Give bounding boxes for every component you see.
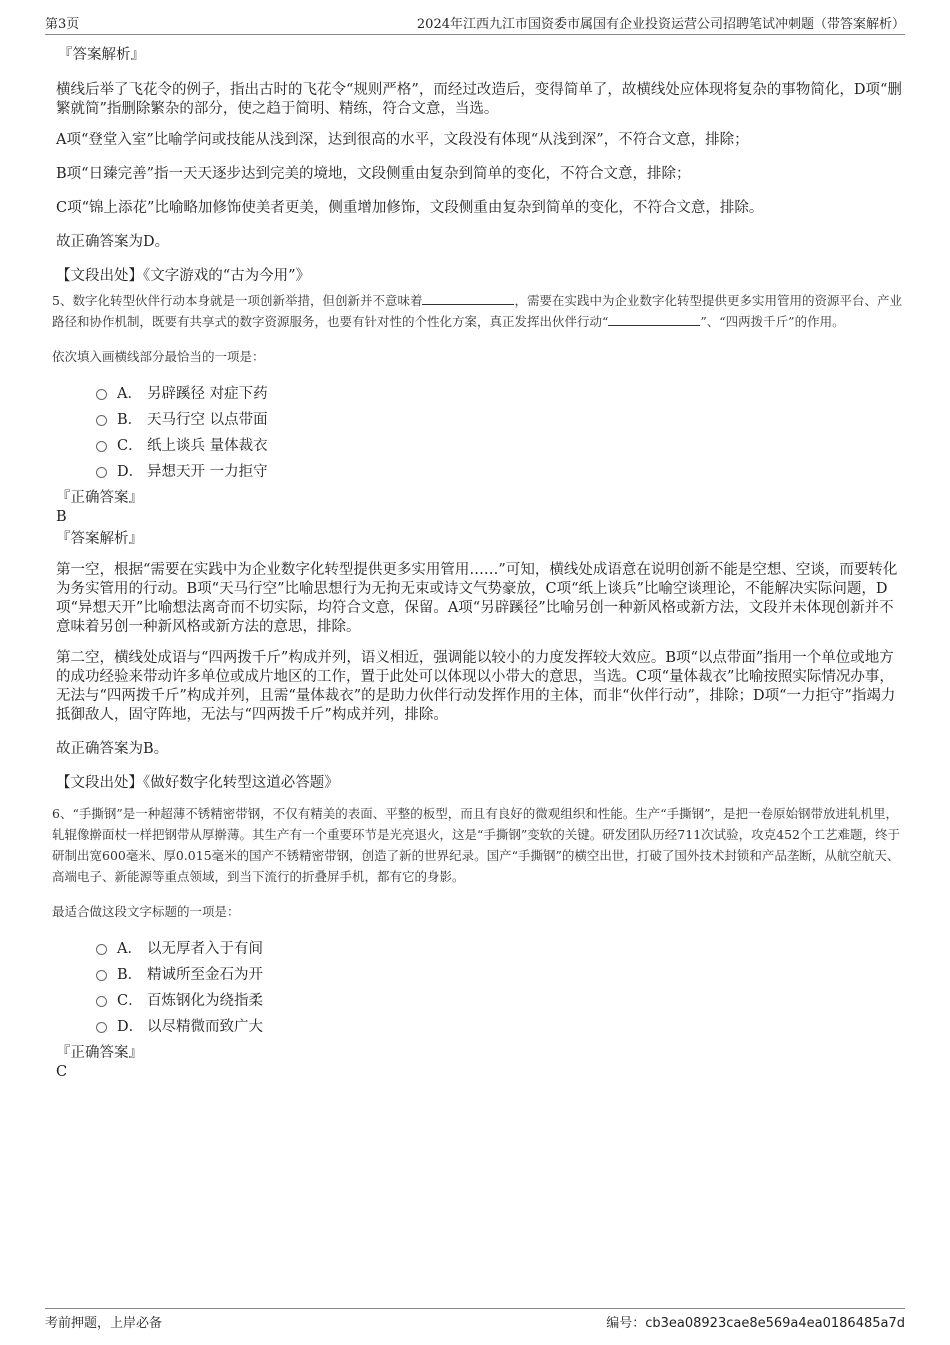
radio-button[interactable] (96, 441, 107, 452)
radio-button[interactable] (96, 1022, 107, 1033)
document-id: 编号：cb3ea08923cae8e569a4ea0186485a7d (606, 1315, 905, 1331)
fill-blank (422, 292, 514, 305)
analysis-label: 『答案解析』 (56, 531, 143, 547)
source-citation: 【文段出处】《做好数字化转型这道必答题》 (56, 775, 339, 791)
option-d[interactable]: D． 以尽精微而致广大 (96, 1012, 902, 1038)
analysis-paragraph: 第一空，根据“需要在实践中为企业数字化转型提供更多实用管用……”可知，横线处成语意在说明创新不能是空想、空谈，而要转化为务实管用的行动。B项“天马行空”比喻思想行为无拘无束或诗文气势豪放，C项“纸上谈兵”比喻空谈理论，不能解决实际问题，D项“异想天开”比喻想法离奇而不切实际，均符合文意，保留。A项“另辟蹊径”比喻另创一种新风格或新方法，文段并未体现创新并不意味着另创一种新风格或新方法的意思，排除。 (56, 562, 898, 635)
answer-value: C (56, 1064, 68, 1080)
analysis-paragraph: A项“登堂入室”比喻学问或技能从浅到深，达到很高的水平，文段没有体现“从浅到深”，不符合文意，排除； (56, 132, 749, 148)
conclusion: 故正确答案为B。 (56, 741, 169, 757)
option-a[interactable]: A． 以无厚者入于有间 (96, 934, 902, 960)
document-title: 2024年江西九江市国资委市属国有企业投资运营公司招聘笔试冲刺题（带答案解析） (416, 17, 905, 32)
conclusion: 故正确答案为D。 (56, 234, 170, 250)
q5-options (96, 379, 902, 483)
option-a[interactable]: A． 另辟蹊径 对症下药 (96, 379, 902, 405)
answer-label: 『正确答案』 (56, 490, 143, 506)
radio-button[interactable] (96, 415, 107, 426)
answer-value: B (56, 509, 67, 525)
answer-label: 『正确答案』 (56, 1045, 143, 1061)
analysis-paragraph: 第二空，横线处成语与“四两拨千斤”构成并列，语义相近，强调能以较小的力度发挥较大效应。B项“以点带面”指用一个单位或地方的成功经验来带动许多单位或成片地区的工作，置于此处可以体现以小带大的意思，当选。C项“量体裁衣”比喻按照实际情况办事，无法与“四两拨千斤”构成并列，且需“量体裁衣”的是助力伙伴行动发挥作用的主体，而非“伙伴行动”，排除；D项“一力拒守”指竭力抵御敌人，固守阵地，无法与“四两拨千斤”构成并列，排除。 (56, 650, 896, 723)
analysis-paragraph: B项“日臻完善”指一天天逐步达到完美的境地，文段侧重由复杂到简单的变化，不符合文意，排除； (56, 166, 691, 182)
option-b[interactable]: B． 精诚所至金石为开 (96, 960, 902, 986)
fill-blank (608, 313, 700, 326)
page-content (52, 46, 902, 1082)
question-5-text: 5、数字化转型伙伴行动本身就是一项创新举措，但创新并不意味着 ，需要在实践中为企业数字化转型提供更多实用管用的资源平台、产业路径和协作机制，既要有共享式的数字资源服务，也要有针对性的个性化方案，真正发挥出伙伴行动“ ”、“四两拨千斤”的作用。 (52, 293, 902, 329)
analysis-paragraph: 横线后举了飞花令的例子，指出古时的飞花令“规则严格”，而经过改造后，变得简单了，故横线处应体现将复杂的事物简化，D项“删繁就简”指删除繁杂的部分，使之趋于简明、精练，符合文意，当选。 (56, 82, 902, 117)
option-c[interactable]: C． 纸上谈兵 量体裁衣 (96, 431, 902, 457)
option-d[interactable]: D． 异想天开 一力拒守 (96, 457, 902, 483)
page-footer (45, 1308, 905, 1333)
analysis-paragraph: C项“锦上添花”比喻略加修饰使美者更美，侧重增加修饰，文段侧重由复杂到简单的变化，不符合文意，排除。 (56, 200, 764, 216)
q6-options (96, 934, 902, 1038)
radio-button[interactable] (96, 389, 107, 400)
radio-button[interactable] (96, 996, 107, 1007)
option-c[interactable]: C． 百炼钢化为绕指柔 (96, 986, 902, 1012)
radio-button[interactable] (96, 944, 107, 955)
page-number: 第3页 (45, 17, 80, 32)
radio-button[interactable] (96, 467, 107, 478)
question-6-text: 6、“手撕钢”是一种超薄不锈精密带钢，不仅有精美的表面、平整的板型，而且有良好的微观组织和性能。生产“手撕钢”，是把一卷原始钢带放进轧机里，轧辊像擀面杖一样把钢带从厚擀薄。其生产有一个重要环节是光亮退火，这是“手撕钢”变软的关键。研发团队历经711次试验，攻克452个工艺难题，终于研制出宽600毫米、厚0.015毫米的国产不锈精密带钢，创造了新的世界纪录。国产“手撕钢”的横空出世，打破了国外技术封锁和产品垄断，从航空航天、高端电子、新能源等重点领域，到当下流行的折叠屏手机，都有它的身影。 (52, 806, 901, 884)
option-b[interactable]: B． 天马行空 以点带面 (96, 405, 902, 431)
question-prompt: 依次填入画横线部分最恰当的一项是： (52, 349, 265, 364)
analysis-label: 『答案解析』 (58, 47, 145, 63)
question-prompt: 最适合做这段文字标题的一项是： (52, 904, 240, 919)
footer-slogan: 考前押题，上岸必备 (45, 1315, 163, 1331)
radio-button[interactable] (96, 970, 107, 981)
source-citation: 【文段出处】《文字游戏的“古为今用”》 (56, 268, 311, 284)
page-header (45, 12, 905, 35)
